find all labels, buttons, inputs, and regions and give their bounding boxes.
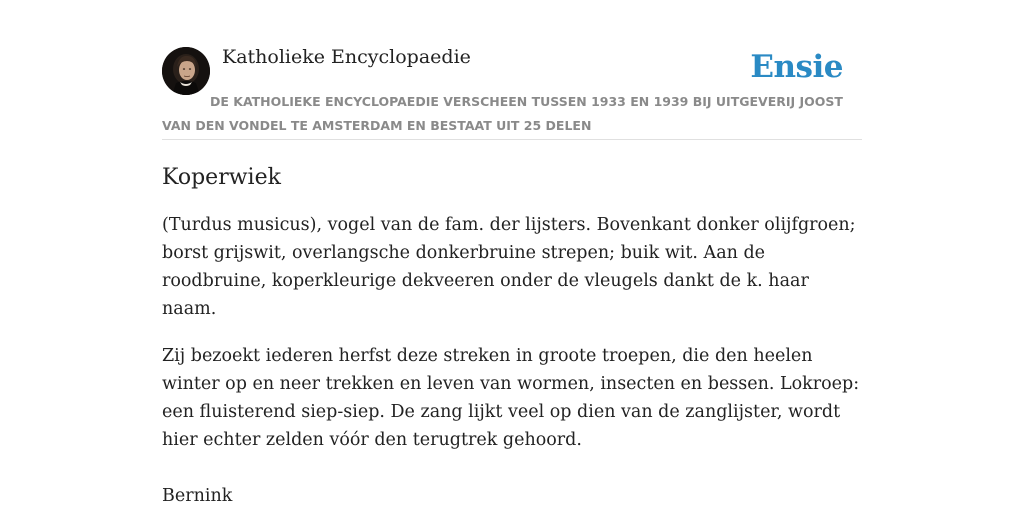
site-avatar[interactable] xyxy=(162,47,210,95)
article-paragraph: (Turdus musicus), vogel van de fam. der lijsters. Bovenkant donker olijfgroen; borst grijswit, overlangsche donkerbruine strepen; buik wit. Aan de roodbruine, koperkleurige dekveeren onder de vleugels dankt de k. haar naam. xyxy=(162,215,856,319)
article xyxy=(162,162,862,510)
article-author: Bernink xyxy=(162,486,233,506)
site-title[interactable]: Katholieke Encyclopaedie xyxy=(222,46,471,68)
portrait-image xyxy=(162,47,210,95)
site-header xyxy=(162,44,862,140)
article-paragraph: Zij bezoekt iederen herfst deze streken in groote troepen, die den heelen winter op en neer trekken en leven van wormen, insecten en bessen. Lokroep: een fluisterend siep-siep. De zang lijkt veel op dien van de zanglijster, wordt hier echter zelden vóór den terugtrek gehoord. xyxy=(162,346,860,450)
site-description: DE KATHOLIEKE ENCYCLOPAEDIE VERSCHEEN TUSSEN 1933 EN 1939 BIJ UITGEVERIJ JOOST VAN DEN VONDEL TE AMSTERDAM EN BESTAAT UIT 25 DELEN xyxy=(162,94,843,133)
article-title: Koperwiek xyxy=(162,165,281,190)
ensie-logo[interactable]: Ensie xyxy=(750,49,843,85)
